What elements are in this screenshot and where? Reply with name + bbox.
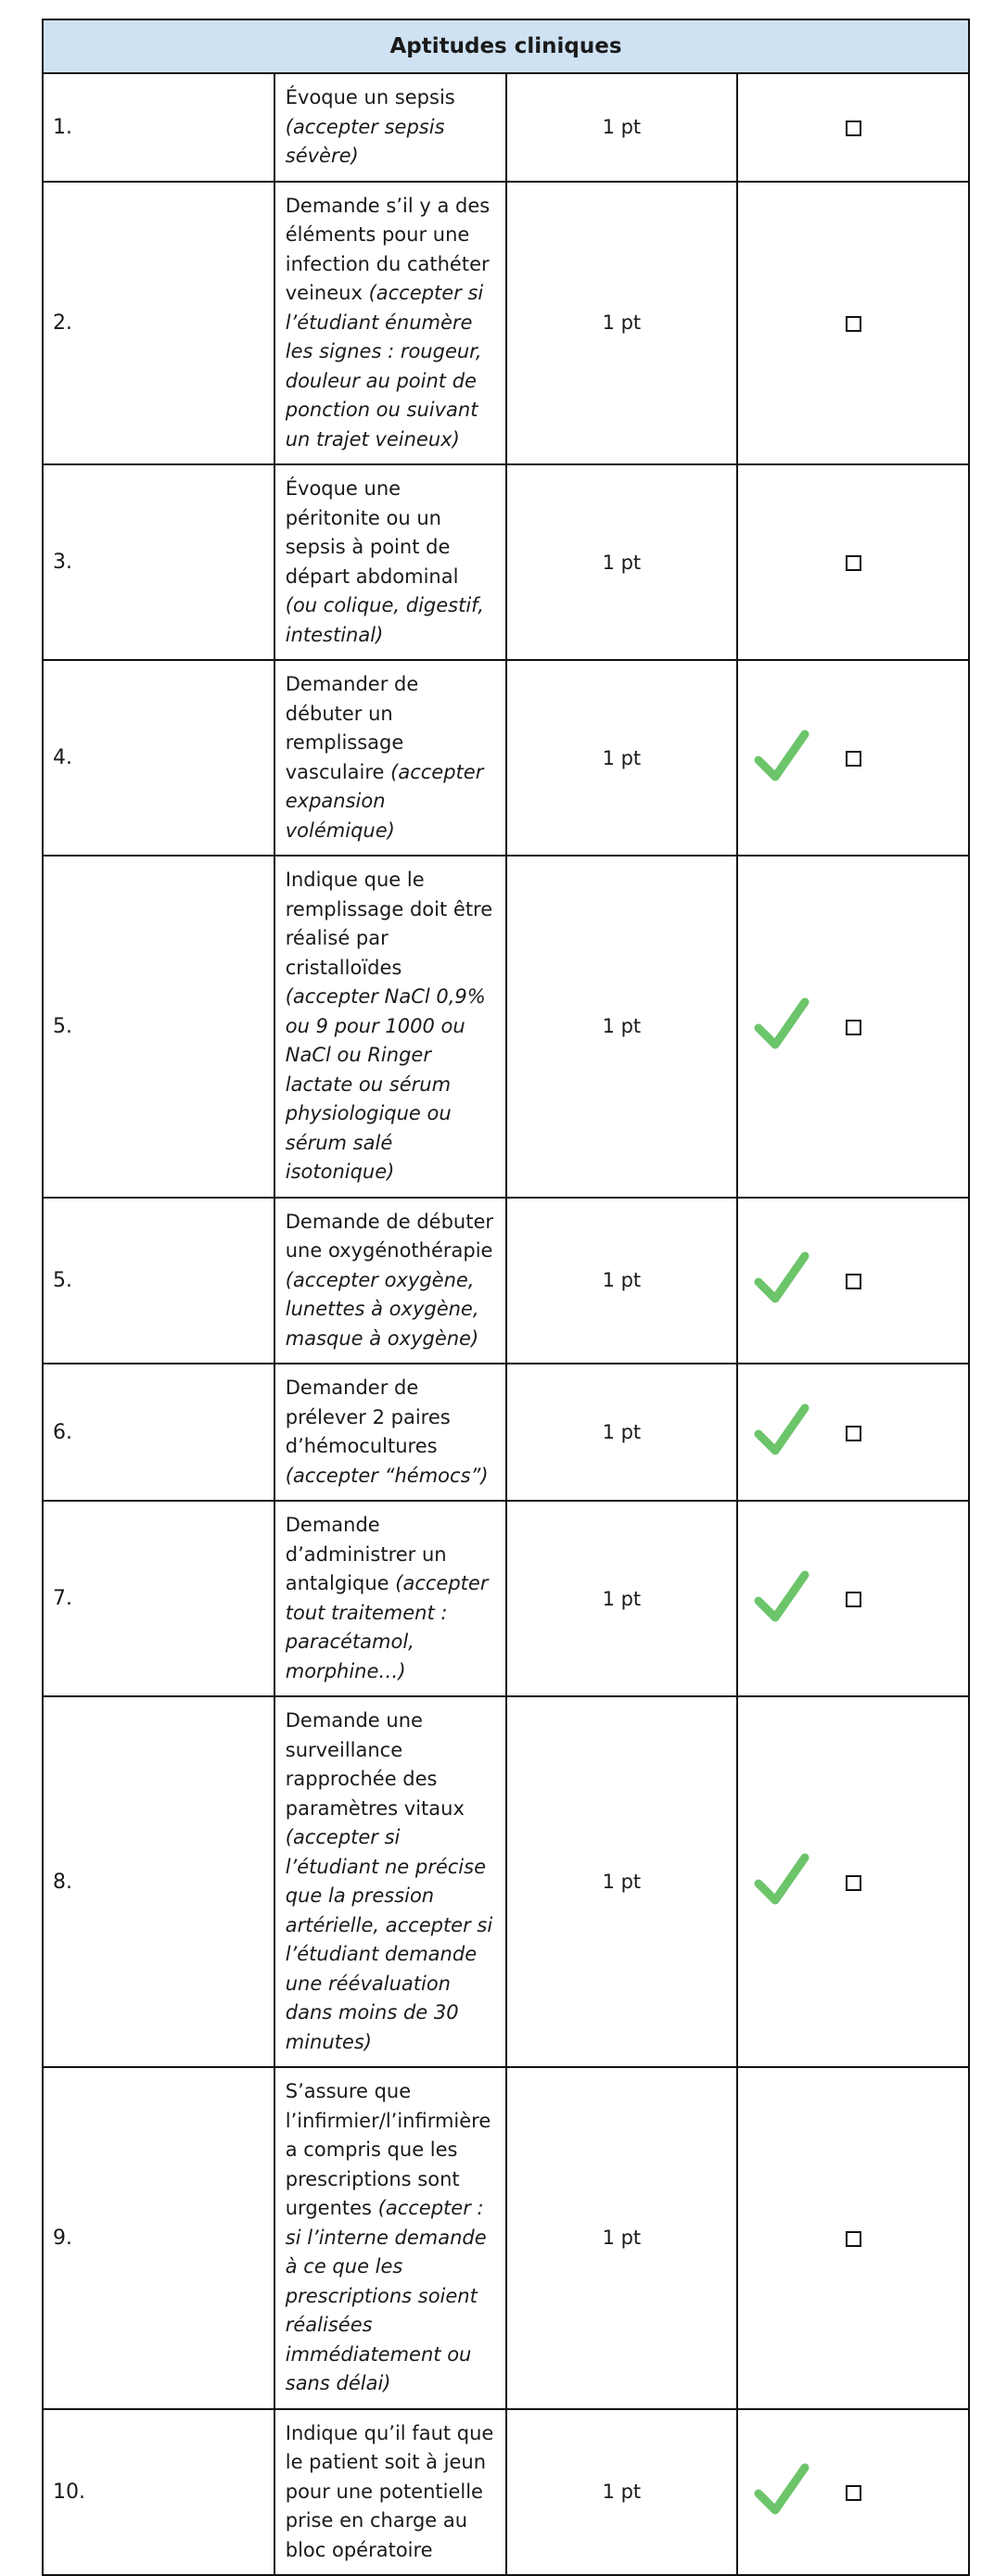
criterion-note: (accepter si l’étudiant ne précise que la pression artérielle, accepter si l’étudiant demande une réévaluation dans moins de 30 minutes) xyxy=(285,1826,493,2053)
criterion-text: Évoque une péritonite ou un sepsis à point de départ abdominal xyxy=(285,477,459,588)
row-number: 5. xyxy=(43,1198,274,1364)
checkbox-icon[interactable] xyxy=(846,1274,861,1289)
row-checkbox-cell[interactable] xyxy=(737,856,969,1198)
row-points: 1 pt xyxy=(506,182,738,465)
row-checkbox-cell[interactable] xyxy=(737,1198,969,1364)
row-number: 8. xyxy=(43,1696,274,2067)
row-checkbox-cell[interactable] xyxy=(737,2409,969,2576)
criterion-text: Indique que le remplissage doit être réalisé par cristalloïdes xyxy=(285,869,493,979)
row-points: 1 pt xyxy=(506,73,738,182)
table-row xyxy=(43,856,969,1198)
criterion-text: Indique qu’il faut que le patient soit à jeun pour une potentielle prise en charge au bloc opératoire xyxy=(285,2421,494,2561)
criterion-text: Demande une surveillance rapprochée des paramètres vitaux xyxy=(285,1709,465,1820)
table-row xyxy=(43,1696,969,2067)
clinical-skills-table xyxy=(42,19,970,2576)
criterion-text: Demande s’il y a des éléments pour une infection du cathéter veineux xyxy=(285,194,491,304)
criterion-note: (accepter sepsis sévère) xyxy=(285,115,445,167)
table-row xyxy=(43,660,969,856)
table-row xyxy=(43,2409,969,2576)
row-number: 2. xyxy=(43,182,274,465)
checkbox-icon[interactable] xyxy=(846,1875,861,1891)
row-number: 4. xyxy=(43,660,274,856)
row-number: 5. xyxy=(43,856,274,1198)
row-number: 6. xyxy=(43,1364,274,1501)
row-points: 1 pt xyxy=(506,2067,738,2409)
criterion-note: (accepter si l’étudiant énumère les signes : rougeur, douleur au point de ponction ou suivant un trajet veineux) xyxy=(285,282,484,450)
criterion-text: Demander de prélever 2 paires d’hémocultures xyxy=(285,1377,451,1457)
row-description xyxy=(274,1501,506,1696)
row-number: 9. xyxy=(43,2067,274,2409)
criterion-text: S’assure que l’infirmier/l’infirmière a compris que les prescriptions sont urgentes xyxy=(285,2080,491,2219)
criterion-note: (accepter NaCl 0,9% ou 9 pour 1000 ou NaCl ou Ringer lactate ou sérum physiologique ou sérum salé isotonique) xyxy=(285,985,486,1183)
checkmark-icon xyxy=(755,1852,809,1908)
criterion-text: Évoque un sepsis xyxy=(285,86,455,108)
row-description xyxy=(274,2067,506,2409)
checkmark-icon xyxy=(755,1250,809,1306)
criterion-text: Demande de débuter une oxygénothérapie xyxy=(285,1210,494,1262)
checkbox-icon[interactable] xyxy=(846,1020,861,1035)
checkbox-icon[interactable] xyxy=(846,1426,861,1441)
table-row xyxy=(43,1198,969,1364)
criterion-text: Demander de débuter un remplissage vasculaire xyxy=(285,673,419,783)
table-row xyxy=(43,73,969,182)
row-points: 1 pt xyxy=(506,464,738,660)
row-checkbox-cell[interactable] xyxy=(737,2067,969,2409)
row-description xyxy=(274,73,506,182)
row-description xyxy=(274,2409,506,2576)
table-title: Aptitudes cliniques xyxy=(43,19,969,73)
row-number: 7. xyxy=(43,1501,274,1696)
row-number: 10. xyxy=(43,2409,274,2576)
row-points: 1 pt xyxy=(506,2409,738,2576)
table-row xyxy=(43,2067,969,2409)
checkbox-icon[interactable] xyxy=(846,2231,861,2247)
row-description xyxy=(274,856,506,1198)
criterion-note: (accepter tout traitement : paracétamol, morphine…) xyxy=(285,1572,489,1682)
checkbox-icon[interactable] xyxy=(846,751,861,767)
row-description xyxy=(274,1696,506,2067)
row-points: 1 pt xyxy=(506,1364,738,1501)
row-points: 1 pt xyxy=(506,1696,738,2067)
row-points: 1 pt xyxy=(506,660,738,856)
checkbox-icon[interactable] xyxy=(846,555,861,571)
checkbox-icon[interactable] xyxy=(846,316,861,332)
row-points: 1 pt xyxy=(506,1198,738,1364)
criterion-note: (accepter expansion volémique) xyxy=(285,760,484,842)
checkbox-icon[interactable] xyxy=(846,2485,861,2501)
criterion-note: (accepter : si l’interne demande à ce que les prescriptions soient réalisées immédiatement ou sans délai) xyxy=(285,2197,487,2394)
row-number: 3. xyxy=(43,464,274,660)
row-description xyxy=(274,660,506,856)
criterion-note: (accepter “hémocs”) xyxy=(285,1464,489,1487)
table-row xyxy=(43,182,969,465)
row-description xyxy=(274,464,506,660)
row-checkbox-cell[interactable] xyxy=(737,73,969,182)
row-number: 1. xyxy=(43,73,274,182)
row-points: 1 pt xyxy=(506,856,738,1198)
row-description xyxy=(274,1198,506,1364)
checkbox-icon[interactable] xyxy=(846,121,861,136)
table-header-row xyxy=(43,19,969,73)
criterion-text: Demande d’administrer un antalgique xyxy=(285,1514,447,1594)
checkmark-icon xyxy=(755,729,809,784)
checkmark-icon xyxy=(755,2462,809,2518)
checkmark-icon xyxy=(755,996,809,1052)
row-description xyxy=(274,1364,506,1501)
row-points: 1 pt xyxy=(506,1501,738,1696)
row-description xyxy=(274,182,506,465)
checkbox-icon[interactable] xyxy=(846,1592,861,1607)
table-row xyxy=(43,464,969,660)
row-checkbox-cell[interactable] xyxy=(737,1364,969,1501)
table-row xyxy=(43,1364,969,1501)
checkmark-icon xyxy=(755,1402,809,1458)
row-checkbox-cell[interactable] xyxy=(737,1501,969,1696)
table-row xyxy=(43,1501,969,1696)
criterion-note: (ou colique, digestif, intestinal) xyxy=(285,594,484,646)
row-checkbox-cell[interactable] xyxy=(737,660,969,856)
criterion-note: (accepter oxygène, lunettes à oxygène, masque à oxygène) xyxy=(285,1268,479,1350)
checkmark-icon xyxy=(755,1569,809,1625)
row-checkbox-cell[interactable] xyxy=(737,182,969,465)
row-checkbox-cell[interactable] xyxy=(737,1696,969,2067)
row-checkbox-cell[interactable] xyxy=(737,464,969,660)
